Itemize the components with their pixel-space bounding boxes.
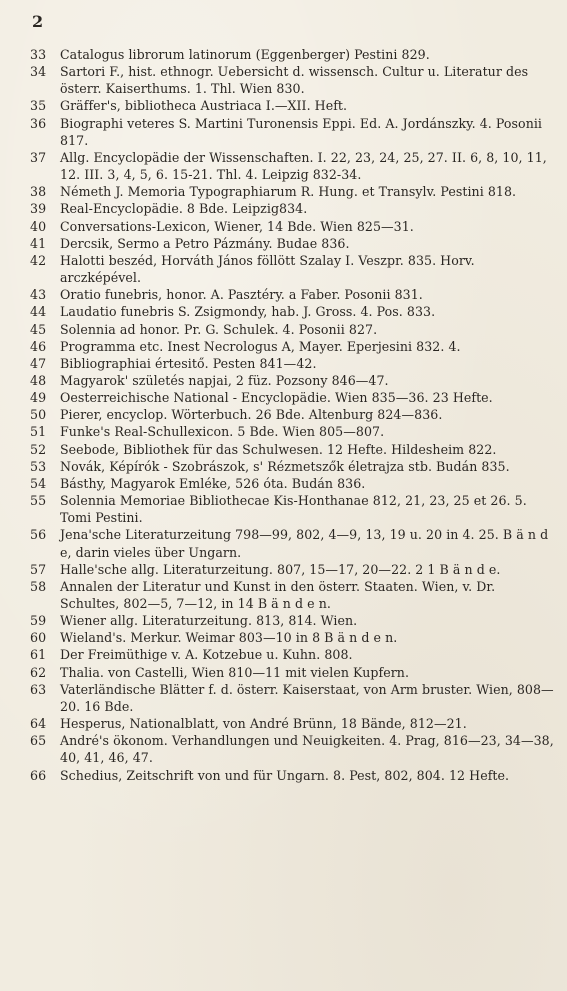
entry-text: Catalogus librorum latinorum (Eggenberger) Pestini 829.: [60, 47, 430, 62]
entry-number: 37: [30, 149, 47, 165]
catalog-entry: [24, 406, 556, 423]
catalog-entry: [24, 664, 556, 681]
entry-number: 48: [30, 372, 47, 388]
page-number: 2: [32, 12, 44, 31]
catalog-entry: [24, 338, 556, 355]
entry-number: 63: [30, 681, 47, 697]
entry-number: 38: [30, 184, 47, 200]
catalog-entry: [24, 389, 556, 406]
entry-text: Der Freimüthige v. A. Kotzebue u. Kuhn. 808.: [60, 647, 353, 663]
catalog-entry: [24, 149, 556, 183]
entry-text: Novák, Képírók - Szobrászok, s' Rézmetszők életrajza stb. Budán 835.: [60, 458, 510, 474]
entry-number: 65: [30, 733, 47, 749]
entry-text: Conversations-Lexicon, Wiener, 14 Bde. Wien 825—31.: [60, 218, 414, 234]
entry-text: Biographi veteres S. Martini Turonensis Eppi. Ed. A. Jordánszky. 4. Posonii 817.: [60, 115, 543, 148]
entry-number: 43: [30, 287, 47, 303]
catalog-entry: [24, 46, 556, 63]
catalog-entry: [24, 321, 556, 338]
catalog-entry: [24, 63, 556, 97]
entry-text: Vaterländische Blätter f. d. österr. Kaiserstaat, von Arm bruster. Wien, 808—20. 16 Bde.: [60, 681, 554, 714]
catalog-entry: [24, 200, 556, 217]
catalog-entry: [24, 115, 556, 149]
catalog-entry: [24, 578, 556, 612]
entry-text: Annalen der Literatur und Kunst in den österr. Staaten. Wien, v. Dr. Schultes, 802—5, 7—12, in 14 B ä n d e n.: [60, 578, 496, 611]
catalog-entry: [24, 252, 556, 286]
entry-number: 57: [30, 561, 47, 577]
catalog-entry: [24, 183, 556, 200]
entry-text: Allg. Encyclopädie der Wissenschaften. I. 22, 23, 24, 25, 27. II. 6, 8, 10, 11, 12. III. 3, 4, 5, 6. 15-21. Thl. 4. Leipzig 832-34.: [60, 149, 547, 183]
entry-text: Programma etc. Inest Necrologus A, Mayer. Eperjesini 832. 4.: [60, 338, 461, 354]
entry-number: 33: [30, 47, 47, 62]
catalog-entry: [24, 767, 556, 784]
catalog-entry-list: [24, 46, 556, 784]
entry-text: Wiener allg. Literaturzeitung. 813, 814. Wien.: [60, 613, 358, 629]
entry-number: 66: [30, 767, 47, 783]
catalog-entry: [24, 612, 556, 629]
entry-number: 51: [30, 424, 47, 440]
entry-text: Thalia. von Castelli, Wien 810—11 mit vielen Kupfern.: [60, 664, 410, 680]
entry-text: Dercsik, Sermo a Petro Pázmány. Budae 836.: [60, 235, 350, 251]
entry-number: 45: [30, 321, 47, 337]
entry-number: 35: [30, 98, 47, 114]
catalog-entry: [24, 681, 556, 715]
entry-number: 62: [30, 664, 47, 680]
catalog-entry: [24, 629, 556, 646]
catalog-entry: [24, 526, 556, 560]
entry-number: 44: [30, 304, 47, 320]
entry-text: Oesterreichische National - Encyclopädie. Wien 835—36. 23 Hefte.: [60, 390, 493, 406]
entry-number: 41: [30, 235, 47, 251]
catalog-entry: [24, 97, 556, 114]
entry-number: 50: [30, 407, 47, 423]
entry-text: Jena'sche Literaturzeitung 798—99, 802, 4—9, 13, 19 u. 20 in 4. 25. B ä n d e, darin vieles über Ungarn.: [60, 527, 549, 560]
entry-text: Hesperus, Nationalblatt, von André Brünn, 18 Bände, 812—21.: [60, 716, 467, 732]
catalog-entry: [24, 355, 556, 372]
entry-text: Básthy, Magyarok Emléke, 526 óta. Budán 836.: [60, 475, 366, 491]
entry-number: 58: [30, 578, 47, 594]
catalog-entry: [24, 492, 556, 526]
catalog-entry: [24, 646, 556, 663]
entry-number: 34: [30, 64, 47, 80]
entry-text: Wieland's. Merkur. Weimar 803—10 in 8 B ä n d e n.: [60, 630, 398, 646]
catalog-entry: [24, 732, 556, 766]
entry-number: 40: [30, 218, 47, 234]
entry-text: Pierer, encyclop. Wörterbuch. 26 Bde. Altenburg 824—836.: [60, 407, 443, 423]
catalog-entry: [24, 458, 556, 475]
catalog-entry: [24, 715, 556, 732]
entry-text: Solennia Memoriae Bibliothecae Kis-Honthanae 812, 21, 23, 25 et 26. 5. Tomi Pestini.: [60, 493, 527, 526]
entry-number: 47: [30, 355, 47, 371]
entry-number: 55: [30, 493, 47, 509]
entry-text: Oratio funebris, honor. A. Pasztéry. a Faber. Posonii 831.: [60, 287, 423, 303]
catalog-entry: [24, 235, 556, 252]
entry-text: Németh J. Memoria Typographiarum R. Hung. et Transylv. Pestini 818.: [60, 184, 517, 200]
catalog-entry: [24, 423, 556, 440]
entry-number: 46: [30, 338, 47, 354]
catalog-entry: [24, 441, 556, 458]
entry-number: 42: [30, 252, 47, 268]
entry-text: Magyarok' születés napjai, 2 füz. Pozsony 846—47.: [60, 372, 389, 388]
entry-text: Bibliographiai értesitő. Pesten 841—42.: [60, 355, 317, 371]
entry-number: 49: [30, 390, 47, 406]
entry-text: Solennia ad honor. Pr. G. Schulek. 4. Posonii 827.: [60, 321, 378, 337]
entry-number: 53: [30, 458, 47, 474]
entry-text: Seebode, Bibliothek für das Schulwesen. 12 Hefte. Hildesheim 822.: [60, 441, 497, 457]
entry-text: Laudatio funebris S. Zsigmondy, hab. J. Gross. 4. Pos. 833.: [60, 304, 436, 320]
entry-text: Halotti beszéd, Horváth János föllött Szalay I. Veszpr. 835. Horv. arczképével.: [60, 252, 475, 286]
entry-number: 61: [30, 647, 47, 663]
catalog-entry: [24, 218, 556, 235]
entry-number: 52: [30, 441, 47, 457]
entry-number: 59: [30, 613, 47, 629]
entry-text: Funke's Real-Schullexicon. 5 Bde. Wien 805—807.: [60, 424, 385, 440]
entry-number: 64: [30, 716, 47, 732]
entry-text: Sartori F., hist. ethnogr. Uebersicht d. wissensch. Cultur u. Literatur des österr. Kaiserthums. 1. Thl. Wien 830.: [60, 64, 529, 97]
entry-number: 54: [30, 475, 47, 491]
catalog-entry: [24, 286, 556, 303]
entry-number: 56: [30, 527, 47, 543]
catalog-entry: [24, 475, 556, 492]
entry-text: Real-Encyclopädie. 8 Bde. Leipzig834.: [60, 201, 308, 217]
entry-number: 39: [30, 201, 47, 217]
entry-text: Halle'sche allg. Literaturzeitung. 807, 15—17, 20—22. 2 1 B ä n d e.: [60, 561, 501, 577]
catalog-entry: [24, 372, 556, 389]
entry-text: Gräffer's, bibliotheca Austriaca I.—XII. Heft.: [60, 98, 348, 114]
entry-text: André's ökonom. Verhandlungen und Neuigkeiten. 4. Prag, 816—23, 34—38, 40, 41, 46, 47.: [60, 733, 554, 766]
entry-number: 60: [30, 630, 47, 646]
entry-text: Schedius, Zeitschrift von und für Ungarn. 8. Pest, 802, 804. 12 Hefte.: [60, 767, 510, 783]
catalog-entry: [24, 561, 556, 578]
entry-number: 36: [30, 115, 47, 131]
catalog-entry: [24, 303, 556, 320]
